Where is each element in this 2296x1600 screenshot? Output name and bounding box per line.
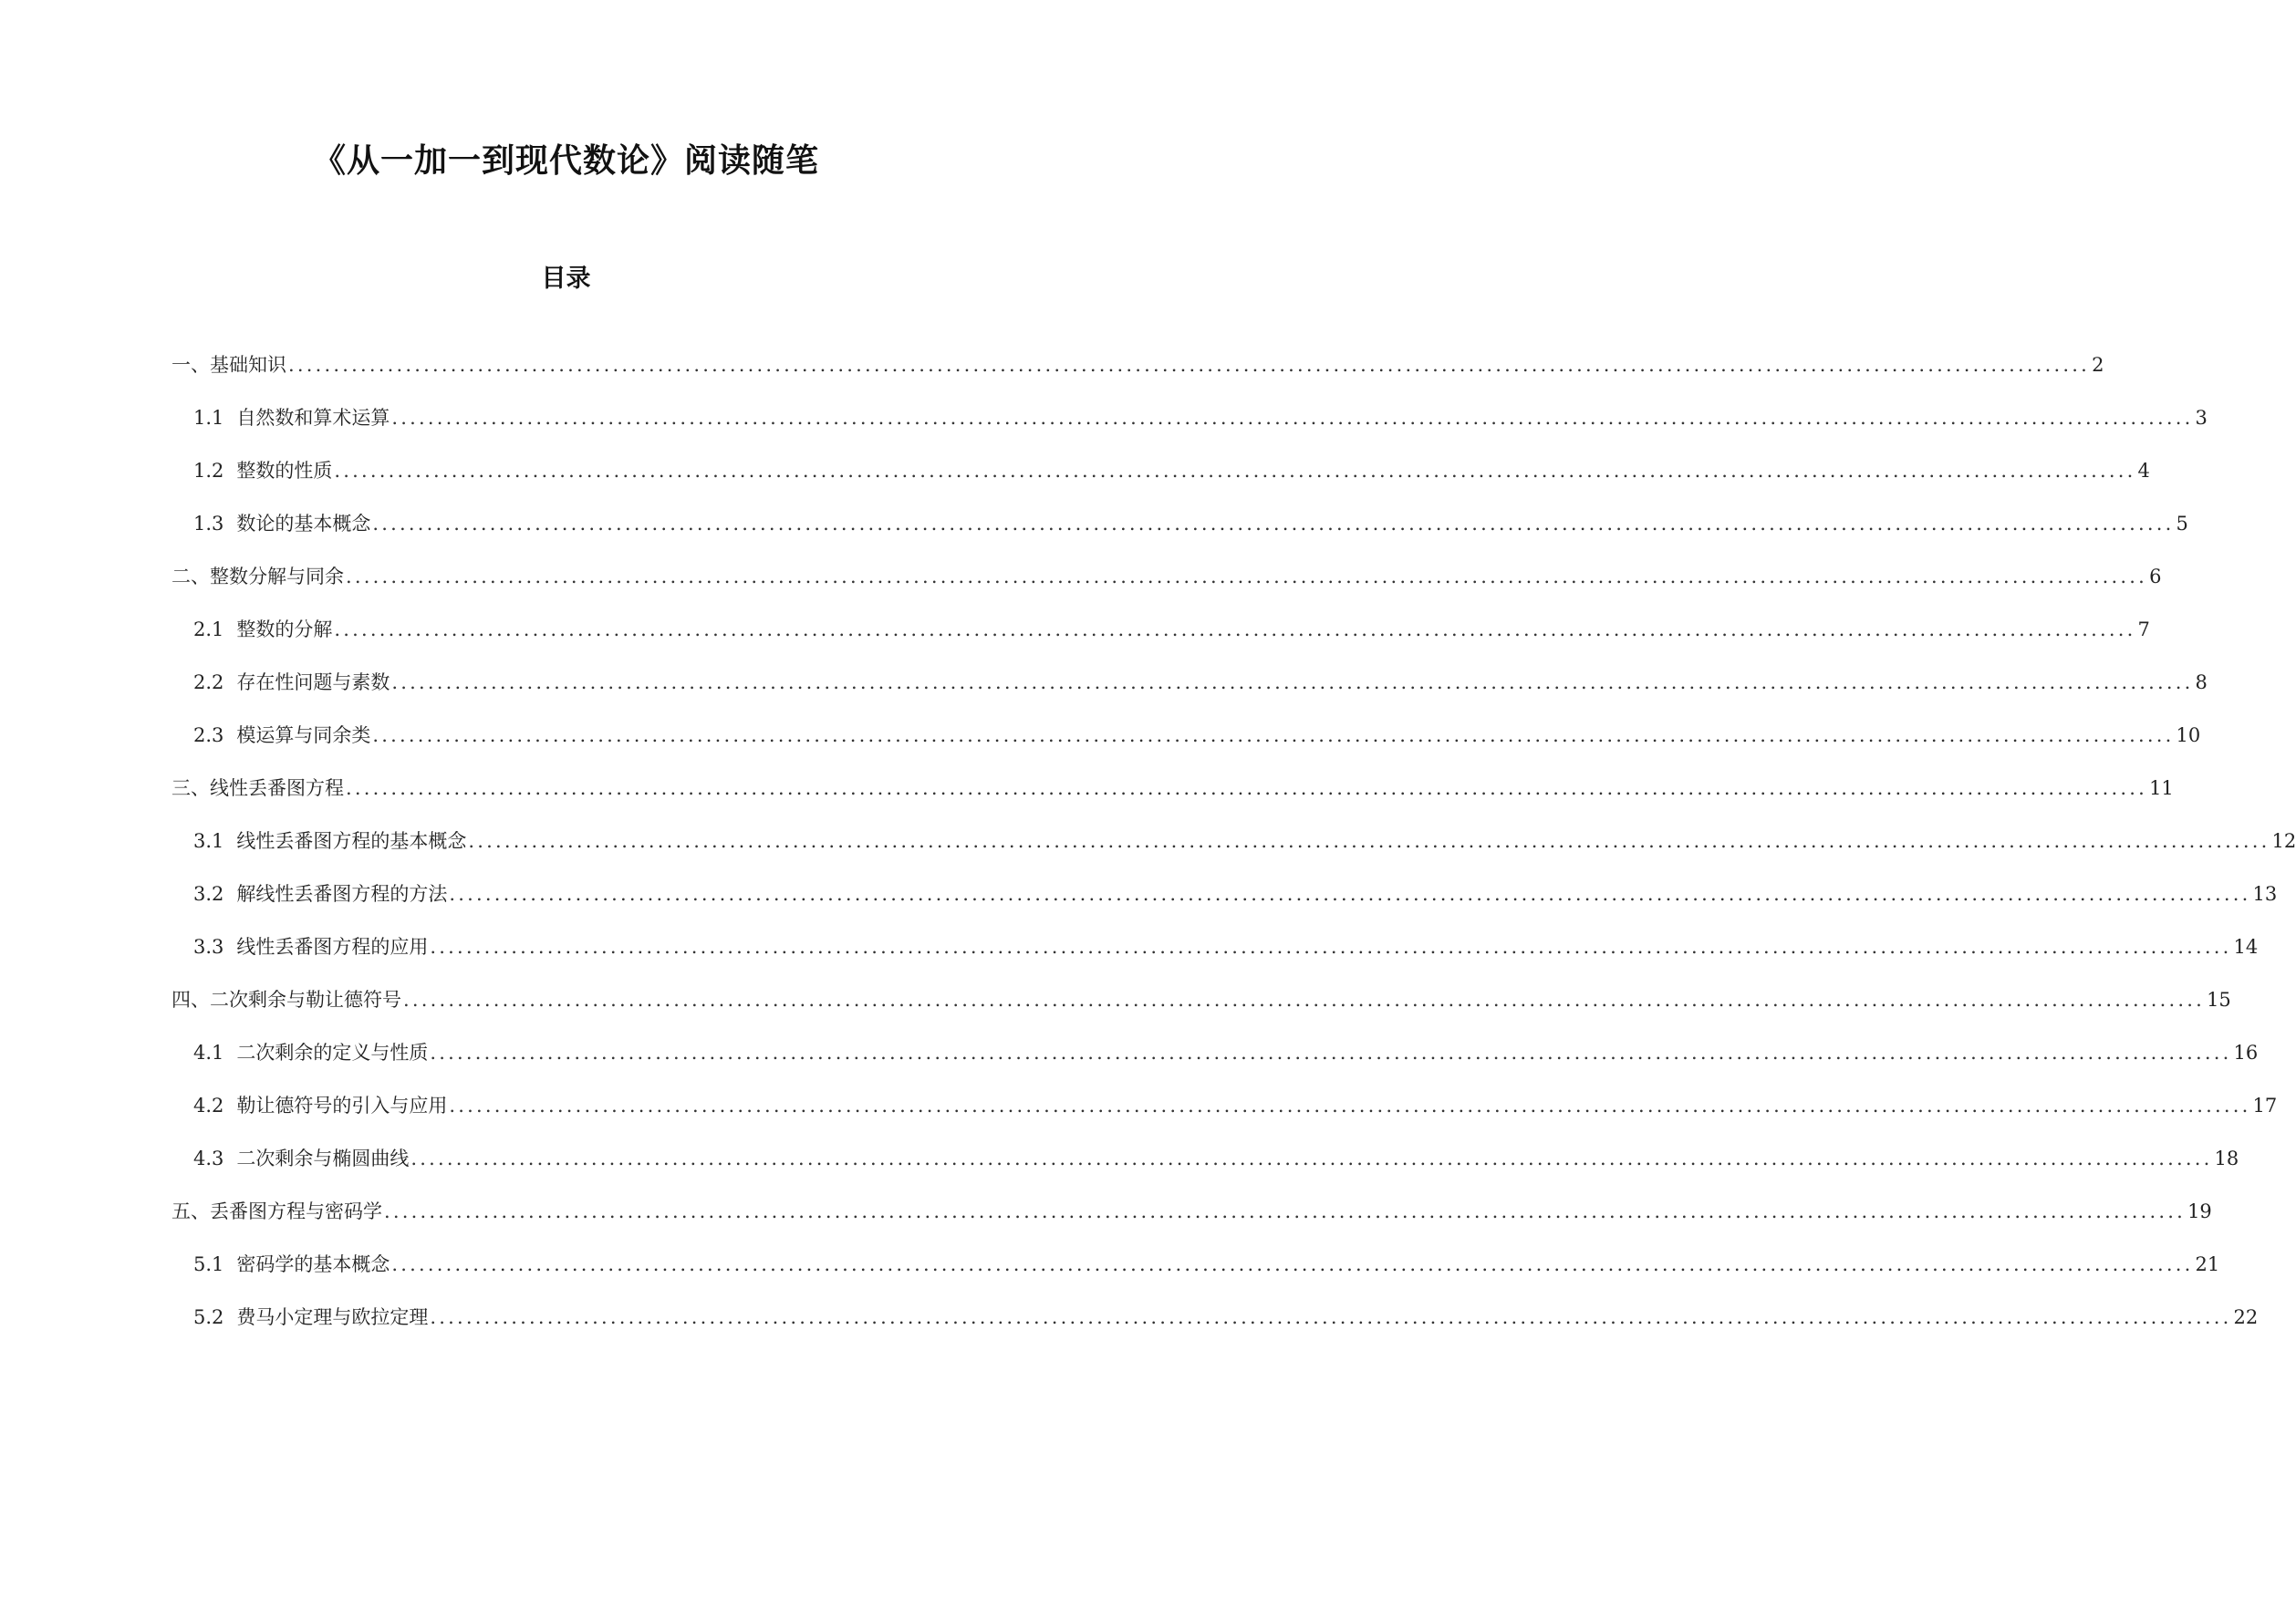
toc-entry[interactable]	[0, 878, 2278, 909]
toc-entry-number: 1.2	[193, 460, 224, 482]
toc-entry-label: 二、整数分解与同余	[171, 566, 344, 587]
toc-entry-number: 2.2	[193, 671, 224, 693]
toc-entry-page-number: 17	[2252, 1095, 2278, 1117]
toc-dot-leader: ........................................................................................................................................................................................................	[334, 618, 2136, 640]
toc-entry[interactable]	[0, 1249, 2220, 1280]
toc-entry-label: 整数的分解	[236, 618, 333, 640]
toc-dot-leader: ........................................................................................................................................................................................................	[430, 1306, 2232, 1328]
toc-entry-page-number: 8	[2195, 671, 2208, 693]
toc-entry-label: 四、二次剩余与勒让德符号	[171, 989, 401, 1011]
toc-entry-label: 存在性问题与素数	[236, 671, 390, 693]
toc-entry-label: 一、基础知识	[171, 354, 286, 376]
toc-entry-label: 密码学的基本概念	[236, 1253, 390, 1275]
document-title: 《从一加一到现代数论》阅读随笔	[312, 142, 819, 180]
toc-entry-number: 2.1	[193, 618, 224, 640]
toc-entry-label: 勒让德符号的引入与应用	[236, 1095, 448, 1117]
toc-entry[interactable]	[0, 773, 2174, 804]
toc-entry-page-number: 13	[2252, 883, 2278, 905]
toc-entry-page-number: 16	[2233, 1042, 2259, 1064]
toc-entry-label: 模运算与同余类	[236, 724, 371, 746]
toc-entry-label: 费马小定理与欧拉定理	[236, 1306, 429, 1328]
toc-entry[interactable]	[0, 931, 2259, 962]
toc-entry-page-number: 11	[2149, 777, 2174, 799]
toc-entry-page-number: 2	[2092, 354, 2104, 376]
toc-entry-page-number: 4	[2137, 460, 2150, 482]
toc-dot-leader: ........................................................................................................................................................................................................	[468, 830, 2270, 852]
toc-entry[interactable]	[0, 984, 2231, 1015]
toc-entry[interactable]	[0, 1090, 2278, 1121]
toc-entry-label: 自然数和算术运算	[236, 407, 390, 429]
toc-entry-number: 5.2	[193, 1306, 224, 1328]
toc-dot-leader: ........................................................................................................................................................................................................	[372, 724, 2175, 746]
toc-entry-page-number: 12	[2271, 830, 2296, 852]
toc-entry-number: 2.3	[193, 724, 224, 746]
toc-dot-leader: ........................................................................................................................................................................................................	[410, 1148, 2213, 1169]
toc-dot-leader: ........................................................................................................................................................................................................	[372, 513, 2175, 535]
toc-entry-number: 5.1	[193, 1253, 224, 1275]
toc-entry-page-number: 18	[2214, 1148, 2239, 1169]
toc-entry[interactable]	[0, 561, 2162, 592]
toc-dot-leader: ........................................................................................................................................................................................................	[430, 936, 2232, 958]
toc-entry-page-number: 10	[2176, 724, 2201, 746]
toc-entry[interactable]	[0, 455, 2150, 486]
toc-entry-page-number: 21	[2195, 1253, 2220, 1275]
toc-dot-leader: ........................................................................................................................................................................................................	[288, 354, 2091, 376]
toc-entry-number: 4.3	[193, 1148, 224, 1169]
toc-dot-leader: ........................................................................................................................................................................................................	[449, 1095, 2251, 1117]
toc-entry-page-number: 3	[2195, 407, 2208, 429]
toc-dot-leader: ........................................................................................................................................................................................................	[391, 407, 2194, 429]
toc-entry-label: 二次剩余的定义与性质	[236, 1042, 429, 1064]
toc-entry-label: 五、丢番图方程与密码学	[171, 1200, 382, 1222]
toc-entry-label: 数论的基本概念	[236, 513, 371, 535]
toc-entry-label: 二次剩余与椭圆曲线	[236, 1148, 410, 1169]
toc-heading: 目录	[541, 265, 591, 293]
toc-entry[interactable]	[0, 402, 2208, 433]
toc-entry-label: 整数的性质	[236, 460, 333, 482]
toc-entry-number: 3.2	[193, 883, 224, 905]
toc-entry-label: 线性丢番图方程的基本概念	[236, 830, 467, 852]
toc-entry-number: 1.3	[193, 513, 224, 535]
toc-dot-leader: ........................................................................................................................................................................................................	[346, 566, 2148, 587]
toc-entry-number: 3.3	[193, 936, 224, 958]
toc-entry-label: 解线性丢番图方程的方法	[236, 883, 448, 905]
toc-entry[interactable]	[0, 1037, 2259, 1068]
toc-entry-page-number: 19	[2187, 1200, 2212, 1222]
toc-dot-leader: ........................................................................................................................................................................................................	[449, 883, 2251, 905]
toc-entry-page-number: 6	[2149, 566, 2162, 587]
toc-entry-number: 4.2	[193, 1095, 224, 1117]
toc-dot-leader: ........................................................................................................................................................................................................	[346, 777, 2148, 799]
toc-entry[interactable]	[0, 826, 2296, 857]
toc-entry-label: 三、线性丢番图方程	[171, 777, 344, 799]
toc-entry-label: 线性丢番图方程的应用	[236, 936, 429, 958]
toc-dot-leader: ........................................................................................................................................................................................................	[384, 1200, 2187, 1222]
toc-entry-page-number: 14	[2233, 936, 2259, 958]
toc-entry-number: 1.1	[193, 407, 224, 429]
toc-dot-leader: ........................................................................................................................................................................................................	[391, 671, 2194, 693]
toc-dot-leader: ........................................................................................................................................................................................................	[391, 1253, 2194, 1275]
toc-entry-number: 4.1	[193, 1042, 224, 1064]
toc-entry-page-number: 7	[2137, 618, 2150, 640]
toc-entry-page-number: 5	[2176, 513, 2188, 535]
toc-entry-page-number: 15	[2207, 989, 2231, 1011]
toc-entry-page-number: 22	[2233, 1306, 2259, 1328]
toc-entry[interactable]	[0, 667, 2208, 698]
toc-entry-number: 3.1	[193, 830, 224, 852]
toc-dot-leader: ........................................................................................................................................................................................................	[403, 989, 2206, 1011]
toc-entry[interactable]	[0, 720, 2201, 751]
toc-dot-leader: ........................................................................................................................................................................................................	[430, 1042, 2232, 1064]
toc-entry[interactable]	[0, 1196, 2212, 1227]
toc-dot-leader: ........................................................................................................................................................................................................	[334, 460, 2136, 482]
toc-entry[interactable]	[0, 349, 2104, 380]
toc-entry[interactable]	[0, 1143, 2239, 1174]
toc-entry[interactable]	[0, 1302, 2259, 1333]
toc-entry[interactable]	[0, 614, 2150, 645]
toc-entry[interactable]	[0, 508, 2188, 539]
